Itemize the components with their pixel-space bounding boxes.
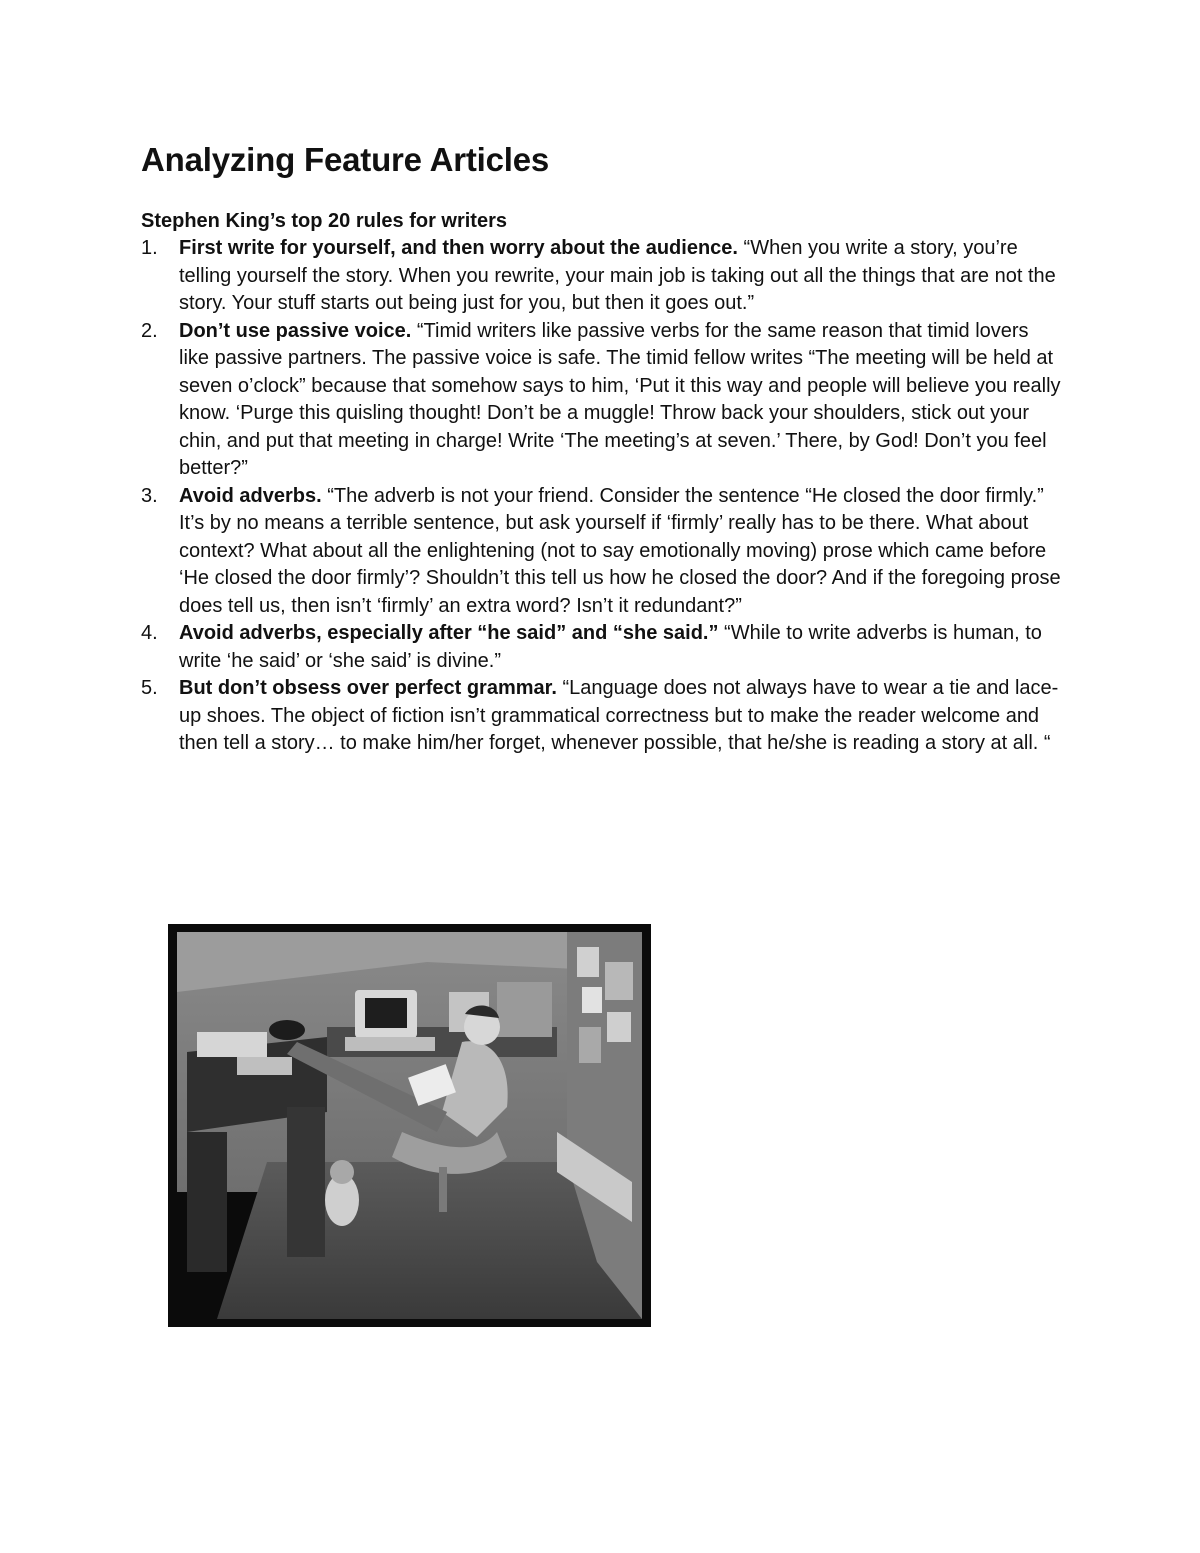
rule-text: “Timid writers like passive verbs for the same reason that timid lovers like passive partners. The passive voice is safe. The timid fellow writes “The meeting will be held at seven o’clock” because that somehow says to him, ‘Put it this way and people will believe you really know. ‘Purge this quisling thought! Don’t be a muggle! Throw back your shoulders, stick out your chin, and put that meeting in charge! Write ‘The meeting’s at seven.’ There, by God! Don’t you feel better?” bbox=[179, 319, 1061, 480]
rules-list bbox=[141, 235, 1061, 758]
list-item-number: 1. bbox=[141, 237, 158, 260]
rule-text: “While to write adverbs is human, to write ‘he said’ or ‘she said’ is divine.” bbox=[179, 622, 1042, 672]
list-item bbox=[141, 483, 1061, 621]
rule-heading: Avoid adverbs. bbox=[179, 484, 328, 507]
rule-heading: Don’t use passive voice. bbox=[179, 319, 417, 342]
list-item bbox=[141, 318, 1061, 483]
list-item bbox=[141, 620, 1061, 675]
list-item-number: 3. bbox=[141, 484, 158, 507]
poster-shape bbox=[579, 1027, 601, 1063]
papers-shape bbox=[197, 1032, 267, 1057]
desk-leg-shape bbox=[187, 1132, 227, 1272]
list-heading: Stephen King’s top 20 rules for writers bbox=[141, 209, 507, 232]
rule-text: “The adverb is not your friend. Consider the sentence “He closed the door firmly.” It’s by no means a terrible sentence, but ask yourself if ‘firmly’ really has to be there. What about context? What about all the enlightening (not to say emotionally moving) prose which came before ‘He closed the door firmly’? Shouldn’t this tell us how he closed the door? And if the foregoing prose does tell us, then isn’t ‘firmly’ an extra word? Isn’t it redundant?” bbox=[179, 484, 1061, 617]
page-title: Analyzing Feature Articles bbox=[141, 141, 550, 178]
rule-heading: First write for yourself, and then worry about the audience. bbox=[179, 237, 744, 260]
poster-shape bbox=[577, 947, 599, 977]
rule-heading: But don’t obsess over perfect grammar. bbox=[179, 677, 563, 700]
list-item-number: 2. bbox=[141, 319, 158, 342]
poster-shape bbox=[582, 987, 602, 1013]
person-shoes-shape bbox=[269, 1020, 305, 1040]
rule-heading: Avoid adverbs, especially after “he said” and “she said.” bbox=[179, 622, 725, 645]
list-item bbox=[141, 675, 1061, 758]
shelf-shape bbox=[497, 982, 552, 1037]
desk-leg-shape bbox=[287, 1107, 325, 1257]
list-item bbox=[141, 235, 1061, 318]
chair-base-shape bbox=[439, 1167, 447, 1212]
papers-shape bbox=[237, 1057, 292, 1075]
monitor-screen-shape bbox=[365, 998, 407, 1028]
rule-text: “When you write a story, you’re telling yourself the story. When you rewrite, your main job is taking out all the things that are not the story. Your stuff starts out being just for you, but then it goes out.” bbox=[179, 237, 1056, 315]
poster-shape bbox=[607, 1012, 631, 1042]
document-page bbox=[141, 140, 1061, 758]
dog-head-shape bbox=[330, 1160, 354, 1184]
list-item-number: 4. bbox=[141, 622, 158, 645]
poster-shape bbox=[605, 962, 633, 1000]
keyboard-shape bbox=[345, 1037, 435, 1051]
rule-text: “Language does not always have to wear a tie and lace-up shoes. The object of fiction isn’t grammatical correctness but to make the reader welcome and then tell a story… to make him/her forget, whenever possible, that he/she is reading a story at all. “ bbox=[179, 677, 1059, 755]
office-photo-illustration bbox=[177, 932, 642, 1319]
writer-office-photo bbox=[168, 924, 651, 1327]
list-item-number: 5. bbox=[141, 677, 158, 700]
